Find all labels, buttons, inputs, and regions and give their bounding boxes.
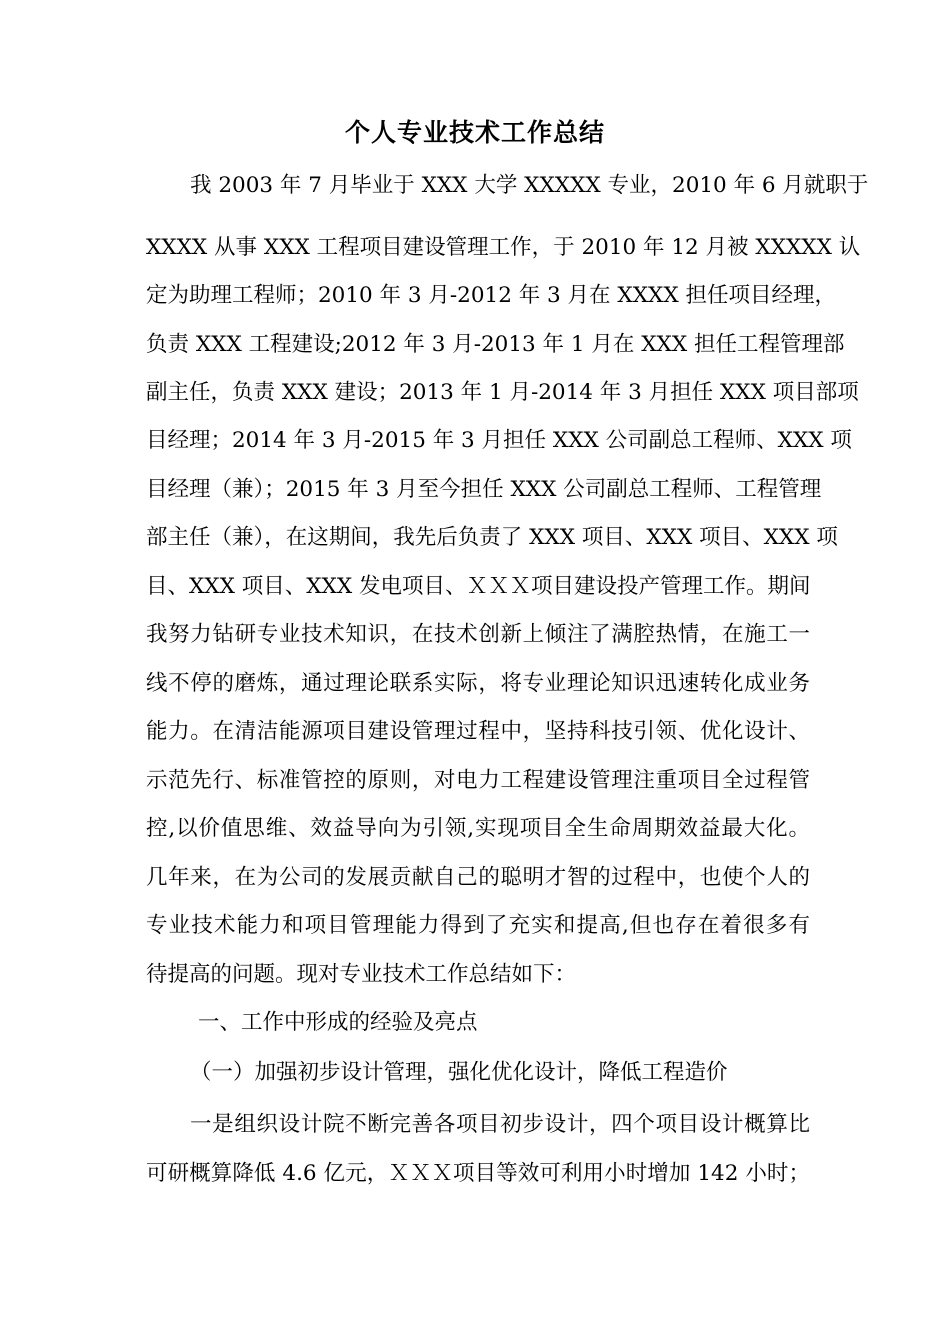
subsection-heading-1: （一）加强初步设计管理，强化优化设计，降低工程造价 bbox=[190, 1060, 728, 1085]
paragraph-line-8: 部主任（兼），在这期间，我先后负责了 XXX 项目、XXX 项目、XXX 项 bbox=[146, 525, 838, 550]
paragraph-line-10: 我努力钻研专业技术知识，在技术创新上倾注了满腔热情，在施工一 bbox=[146, 622, 810, 647]
paragraph2-line-2: 可研概算降低 4.6 亿元，ＸＸＸ项目等效可利用小时增加 142 小时； bbox=[146, 1161, 810, 1186]
paragraph-line-11: 线不停的磨炼，通过理论联系实际，将专业理论知识迅速转化成业务 bbox=[146, 671, 810, 696]
paragraph-line-7: 目经理（兼）；2015 年 3 月至今担任 XXX 公司副总工程师、工程管理 bbox=[146, 477, 822, 502]
paragraph2-line-1: 一是组织设计院不断完善各项目初步设计，四个项目设计概算比 bbox=[190, 1112, 810, 1137]
paragraph-line-6: 目经理；2014 年 3 月-2015 年 3 月担任 XXX 公司副总工程师、XXX 项 bbox=[146, 428, 852, 453]
paragraph-line-3: 定为助理工程师；2010 年 3 月-2012 年 3 月在 XXXX 担任项目经理， bbox=[146, 283, 836, 308]
paragraph-line-5: 副主任，负责 XXX 建设；2013 年 1 月-2014 年 3 月担任 XXX 项目部项 bbox=[146, 380, 859, 405]
paragraph-line-17: 待提高的问题。现对专业技术工作总结如下： bbox=[146, 962, 577, 987]
paragraph-line-9: 目、XXX 项目、XXX 发电项目、ＸＸＸ项目建设投产管理工作。期间 bbox=[146, 574, 811, 599]
paragraph-line-14: 控,以价值思维、效益导向为引领,实现项目全生命周期效益最大化。 bbox=[146, 816, 810, 841]
paragraph-line-12: 能力。在清洁能源项目建设管理过程中，坚持科技引领、优化设计、 bbox=[146, 719, 810, 744]
paragraph-line-16: 专业技术能力和项目管理能力得到了充实和提高,但也存在着很多有 bbox=[146, 913, 810, 938]
paragraph-line-15: 几年来，在为公司的发展贡献自己的聪明才智的过程中，也使个人的 bbox=[146, 865, 810, 890]
paragraph-line-1: 我 2003 年 7 月毕业于 XXX 大学 XXXXX 专业，2010 年 6 月就职于 bbox=[190, 173, 869, 198]
section-heading-1: 一、工作中形成的经验及亮点 bbox=[198, 1010, 478, 1035]
paragraph-line-2: XXXX 从事 XXX 工程项目建设管理工作，于 2010 年 12 月被 XXXXX 认 bbox=[146, 235, 861, 260]
paragraph-line-4: 负责 XXX 工程建设;2012 年 3 月-2013 年 1 月在 XXX 担任工程管理部 bbox=[146, 332, 845, 357]
document-title: 个人专业技术工作总结 bbox=[344, 118, 605, 147]
paragraph-line-13: 示范先行、标准管控的原则，对电力工程建设管理注重项目全过程管 bbox=[146, 768, 810, 793]
